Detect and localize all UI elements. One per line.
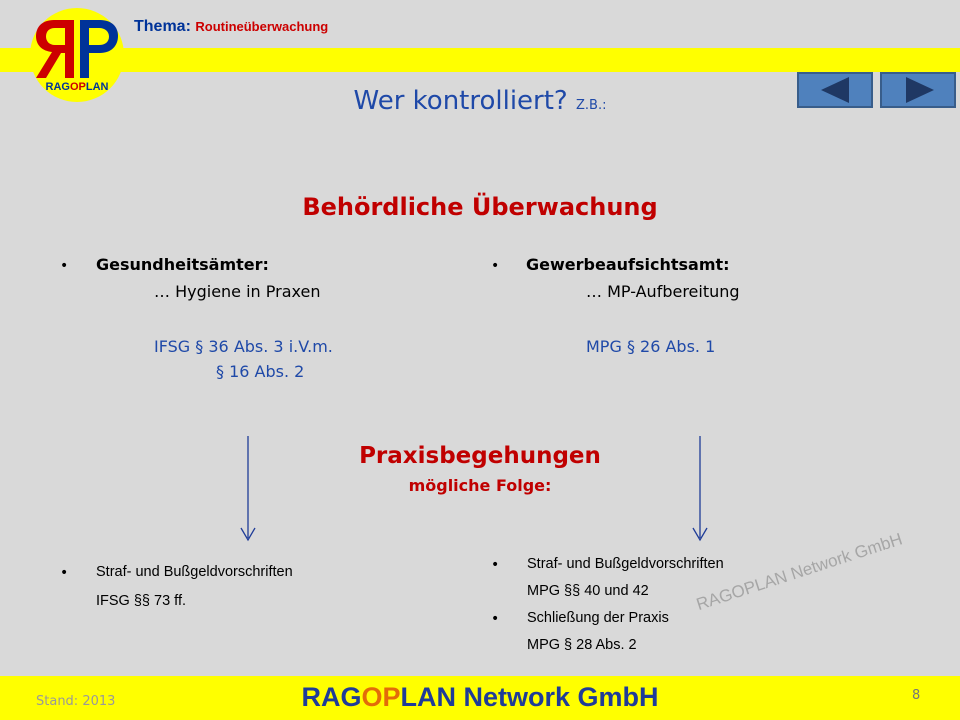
right-law-line1: MPG § 26 Abs. 1 (586, 337, 716, 356)
company-part: OP (361, 682, 401, 712)
consequence-title: Schließung der Praxis (527, 610, 669, 626)
svg-text:RAGOPLAN: RAGOPLAN (45, 81, 109, 93)
left-law-line1: IFSG § 36 Abs. 3 i.V.m. (154, 337, 333, 356)
header-bar (0, 48, 960, 72)
topic-prefix: Thema: (134, 18, 191, 35)
left-law-line2: § 16 Abs. 2 (216, 362, 305, 381)
topic-value: Routineüberwachung (195, 19, 329, 34)
page-number: 8 (912, 688, 921, 703)
watermark: RAGOPLAN Network GmbH (694, 529, 905, 615)
consequence-title: Straf- und Bußgeldvorschriften (527, 556, 724, 572)
title-main: Wer kontrolliert? (353, 86, 568, 116)
section-heading-authorities: Behördliche Überwachung (302, 193, 658, 221)
right-item-desc: … MP-Aufbereitung (586, 282, 740, 301)
footer-company (0, 682, 960, 713)
consequence-detail: MPG § 28 Abs. 2 (527, 637, 637, 653)
section-heading-inspections: Praxisbegehungen (359, 443, 601, 469)
footer-date: Stand: 2013 (36, 694, 116, 709)
consequence-detail: IFSG §§ 73 ff. (96, 593, 187, 609)
right-item-title: Gewerbeaufsichtsamt: (526, 255, 730, 274)
company-part: LAN Network GmbH (400, 682, 659, 712)
title-small: Z.B.: (576, 98, 607, 113)
section-subheading: mögliche Folge: (408, 476, 552, 495)
topic-label (134, 18, 328, 36)
bullet-icon: • (491, 611, 500, 627)
bullet-icon: • (60, 565, 69, 581)
page-title (0, 86, 960, 116)
consequence-detail: MPG §§ 40 und 42 (527, 583, 649, 599)
bullet-icon: • (60, 258, 69, 274)
left-item-title: Gesundheitsämter: (96, 255, 269, 274)
bullet-icon: • (491, 258, 500, 274)
left-item-desc: … Hygiene in Praxen (154, 282, 321, 301)
consequence-title: Straf- und Bußgeldvorschriften (96, 564, 293, 580)
company-part: RAG (301, 682, 362, 712)
bullet-icon: • (491, 557, 500, 573)
